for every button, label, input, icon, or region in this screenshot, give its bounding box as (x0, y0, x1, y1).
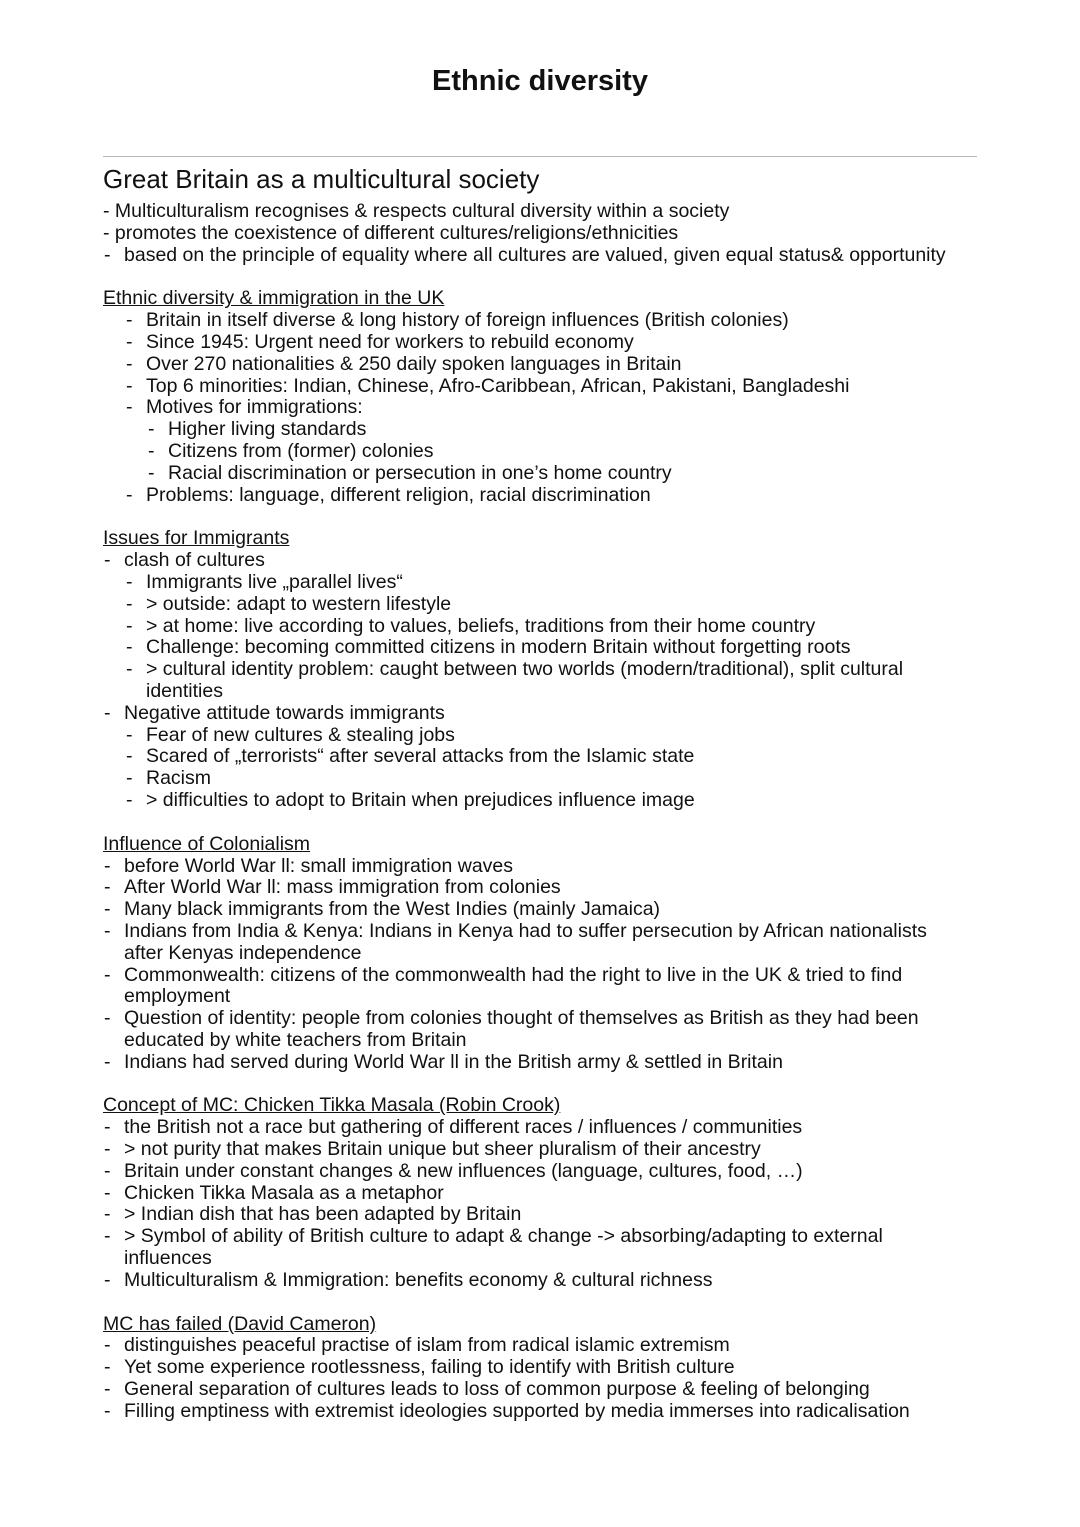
list-item: - Top 6 minorities: Indian, Chinese, Afro-Caribbean, African, Pakistani, Bangladeshi (126, 374, 850, 397)
section-heading: Influence of Colonialism (103, 832, 311, 855)
list-item: - Since 1945: Urgent need for workers to rebuild economy (126, 330, 634, 353)
sub-list-item: - Scared of „terrorists“ after several attacks from the Islamic state (126, 745, 695, 768)
list-item: - Many black immigrants from the West Indies (mainly Jamaica) (104, 898, 661, 921)
list-item: - Over 270 nationalities & 250 daily spoken languages in Britain (126, 352, 682, 375)
list-item: - the British not a race but gathering of different races / influences / communities (104, 1116, 803, 1139)
list-item: - distinguishes peaceful practise of islam from radical islamic extremism (104, 1334, 730, 1357)
sub-list-item: - > at home: live according to values, beliefs, traditions from their home country (126, 614, 816, 637)
list-item: - Problems: language, different religion, racial discrimination (126, 483, 651, 506)
page-title: Ethnic diversity (432, 65, 648, 97)
list-item: - > Symbol of ability of British culture to adapt & change -> absorbing/adapting to external (104, 1225, 883, 1248)
section-heading: Ethnic diversity & immigration in the UK (103, 287, 445, 310)
list-item: - clash of cultures (104, 549, 265, 572)
list-item-continuation: influences (124, 1247, 212, 1270)
list-item: - After World War ll: mass immigration from colonies (104, 876, 561, 899)
section-heading: MC has failed (David Cameron) (103, 1312, 377, 1335)
list-item: - Yet some experience rootlessness, failing to identify with British culture (104, 1356, 735, 1379)
section-immigration (103, 288, 983, 506)
section-heading: Issues for Immigrants (103, 527, 290, 550)
section-colonialism (103, 834, 983, 1074)
section-heading: Concept of MC: Chicken Tikka Masala (Robin Crook) (103, 1094, 561, 1117)
intro-bullet: - based on the principle of equality where all cultures are valued, given equal status& opportunity (104, 243, 946, 266)
section-issues (103, 528, 983, 811)
section-chicken-tikka (103, 1095, 983, 1291)
list-item: - General separation of cultures leads to loss of common purpose & feeling of belonging (104, 1378, 870, 1401)
section-title: Great Britain as a multicultural society (103, 164, 540, 194)
intro-block (103, 201, 983, 266)
list-item: - Motives for immigrations: (126, 396, 363, 419)
list-item: - Commonwealth: citizens of the commonwealth had the right to live in the UK & tried to find (104, 963, 903, 986)
sub-list-item-continuation: identities (146, 679, 223, 702)
list-item: - Indians had served during World War ll in the British army & settled in Britain (104, 1050, 783, 1073)
list-item: - > Indian dish that has been adapted by Britain (104, 1203, 522, 1226)
sub-list-item: - Higher living standards (148, 418, 367, 441)
sub-list-item: - Fear of new cultures & stealing jobs (126, 723, 455, 746)
list-item-continuation: after Kenyas independence (124, 941, 362, 964)
list-item: - Question of identity: people from colonies thought of themselves as British as they had been (104, 1007, 919, 1030)
list-item: - Negative attitude towards immigrants (104, 701, 445, 724)
list-item: - Filling emptiness with extremist ideologies supported by media immerses into radicalisation (104, 1399, 910, 1422)
sub-list-item: - > cultural identity problem: caught between two worlds (modern/traditional), split cultural (126, 658, 904, 681)
sub-list-item: - Racial discrimination or persecution in one’s home country (148, 461, 672, 484)
intro-line: - Multiculturalism recognises & respects cultural diversity within a society (103, 200, 730, 222)
list-item: - Britain under constant changes & new influences (language, cultures, food, …) (104, 1159, 803, 1182)
list-item: - Multiculturalism & Immigration: benefits economy & cultural richness (104, 1268, 713, 1291)
sub-list-item: - Immigrants live „parallel lives“ (126, 570, 403, 593)
list-item: - > not purity that makes Britain unique but sheer pluralism of their ancestry (104, 1138, 761, 1161)
sub-list-item: - Citizens from (former) colonies (148, 439, 434, 462)
sub-list-item: - Racism (126, 767, 212, 790)
list-item: - Indians from India & Kenya: Indians in Kenya had to suffer persecution by African nationalists (104, 919, 927, 942)
list-item: - before World War ll: small immigration waves (104, 854, 514, 877)
sub-list-item: - > outside: adapt to western lifestyle (126, 592, 452, 615)
section-mc-failed (103, 1314, 983, 1423)
list-item: - Britain in itself diverse & long history of foreign influences (British colonies) (126, 309, 789, 332)
list-item: - Chicken Tikka Masala as a metaphor (104, 1181, 444, 1204)
list-item-continuation: employment (124, 985, 231, 1008)
list-item-continuation: educated by white teachers from Britain (124, 1028, 467, 1051)
sub-list-item: - Challenge: becoming committed citizens in modern Britain without forgetting roots (126, 636, 851, 659)
intro-line: - promotes the coexistence of different cultures/religions/ethnicities (103, 221, 679, 244)
title-divider (103, 156, 977, 157)
document-body (103, 163, 983, 1423)
sub-list-item: - > difficulties to adopt to Britain when prejudices influence image (126, 788, 695, 811)
